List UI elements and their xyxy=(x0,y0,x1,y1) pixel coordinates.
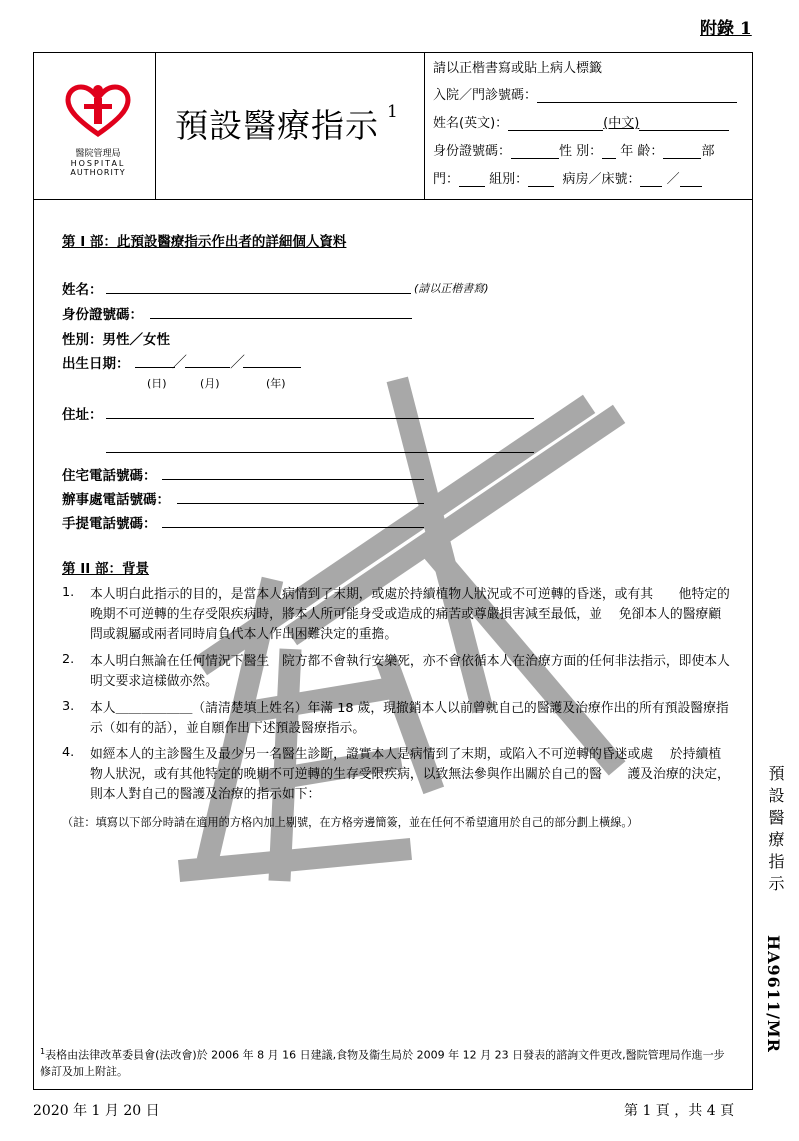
name-hint: (請以正楷書寫) xyxy=(414,282,489,295)
side-title: 預設醫療指示 xyxy=(766,765,785,897)
label-divider xyxy=(424,52,425,199)
item-3-number: 3. xyxy=(62,699,75,714)
item-2-text: 本人明白無論在任何情況下醫生 院方都不會執行安樂死，亦不會依循本人在治療方面的任何非法指示，即使本人明文要求這樣做亦然。 xyxy=(90,654,730,689)
address-line-2[interactable] xyxy=(106,452,534,453)
office-phone-line[interactable] xyxy=(177,503,424,504)
item-2-number: 2. xyxy=(62,652,75,667)
issue-date: 2020 年 1 月 20 日 xyxy=(33,1103,160,1119)
dob-month-line[interactable] xyxy=(185,367,230,368)
dob-day-line[interactable] xyxy=(135,367,175,368)
logo-heart-icon xyxy=(58,80,138,140)
part2-note: （註：填寫以下部分時請在適用的方格內加上剔號，在方格旁邊簡簽，並在任何不希望適用於自己的部分劃上橫線。） xyxy=(62,816,639,829)
dob-slash-2: ／ xyxy=(230,353,246,371)
logo-zh: 醫院管理局 xyxy=(75,149,121,159)
id-sex-age-field[interactable]: 身份證號碼： 性 別： 年 齡： 部 xyxy=(433,144,715,159)
office-phone-label: 辦事處電話號碼： xyxy=(62,492,170,508)
form-title: 預設醫療指示 $^1$ xyxy=(175,102,399,145)
name-field[interactable]: 姓名(英文)： (中文) xyxy=(433,112,729,131)
admission-number-field[interactable]: 入院／門診號碼： xyxy=(433,84,737,103)
logo-divider xyxy=(155,52,156,199)
item-4-number: 4. xyxy=(62,745,75,760)
side-form-code: HA9611/MR xyxy=(764,935,783,1053)
item-1-number: 1. xyxy=(62,585,75,600)
mobile-line[interactable] xyxy=(162,527,424,528)
logo-en1: HOSPITAL xyxy=(70,159,126,168)
id-label: 身份證號碼： xyxy=(62,307,143,323)
footnote: $^1$表格由法律改革委員會(法改會)於 2006 年 8 月 16 日建議,食物及衞生局於 2009 年 12 月 23 日發表的諮詢文件更改,醫院管理局作進一步修訂及加上附註。 xyxy=(40,1047,725,1078)
item-3-text: 本人＿＿＿＿＿＿（請清楚填上姓名）年滿 18 歲，現撤銷本人以前曾就自己的醫護及治療作出的所有預設醫療指示（如有的話），並自願作出下述預設醫療指示。 xyxy=(90,701,729,736)
hospital-authority-logo xyxy=(58,80,138,177)
dob-year-line[interactable] xyxy=(243,367,301,368)
address-line-1[interactable] xyxy=(106,418,534,419)
name-input-line[interactable] xyxy=(106,293,411,294)
header-divider xyxy=(33,199,753,200)
home-phone-label: 住宅電話號碼： xyxy=(62,468,157,484)
part1-heading: 第 I 部：此預設醫療指示作出者的詳細個人資料 xyxy=(62,234,347,250)
dob-day-caption: (日) xyxy=(147,377,167,390)
address-label: 住址： xyxy=(62,407,103,423)
mobile-label: 手提電話號碼： xyxy=(62,516,157,532)
appendix-label: 附錄 1 xyxy=(700,19,752,39)
item-1-text: 本人明白此指示的目的，是當本人病情到了末期，或處於持續植物人狀況或不可逆轉的昏迷，或有其 他特定的晚期不可逆轉的生存受限疾病時，將本人所可能身受或造成的痛苦或尊嚴損害減至最低，並 免卻本人的醫療顧問或親屬或兩者同時肩負代本人作出困難決定的重擔。 xyxy=(90,587,730,642)
sex-label[interactable]: 性別：男性／女性 xyxy=(62,332,170,348)
item-4-text: 如經本人的主診醫生及最少另一名醫生診斷，證實本人是病情到了末期，或陷入不可逆轉的昏迷或處 於持續植物人狀況，或有其他特定的晚期不可逆轉的生存受限疾病，以致無法參與作出關於自己的醫 護及治療的決定，則本人對自己的醫護及治療的指示如下： xyxy=(90,747,730,802)
id-input-line[interactable] xyxy=(150,318,412,319)
page-number: 第 1 頁 ，共 4 頁 xyxy=(624,1103,735,1119)
home-phone-line[interactable] xyxy=(162,479,424,480)
dob-month-caption: (月) xyxy=(200,377,220,390)
dob-slash-1: ／ xyxy=(172,353,188,371)
label-instruction: 請以正楷書寫或貼上病人標籤 xyxy=(433,61,603,76)
part2-heading: 第 II 部：背景 xyxy=(62,561,149,577)
dob-year-caption: (年) xyxy=(266,377,286,390)
dept-team-ward-field[interactable]: 門： 組別： 病房／床號： ／ xyxy=(433,168,702,187)
logo-en2: AUTHORITY xyxy=(70,168,126,177)
name-label: 姓名： xyxy=(62,282,103,298)
dob-label: 出生日期： xyxy=(62,356,130,372)
